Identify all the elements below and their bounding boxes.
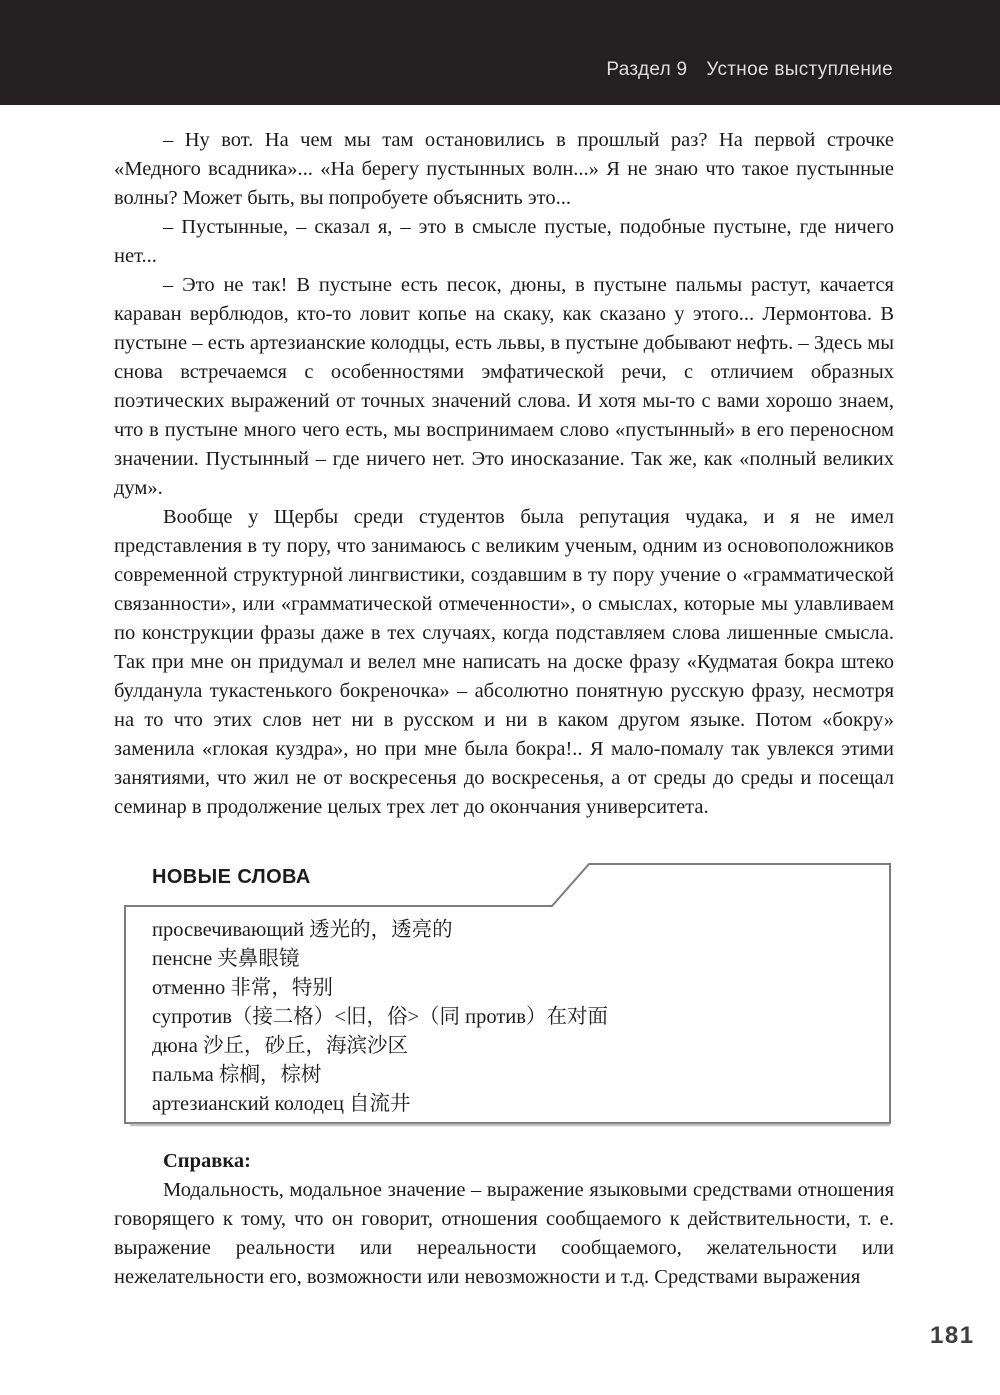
vocab-entry: артезианский колодец 自流井 <box>152 1093 411 1115</box>
main-text <box>114 126 894 822</box>
paragraph: – Пустынные, – сказал я, – это в смысле пустые, подобные пустыне, где ничего нет... <box>114 216 894 267</box>
vocab-list <box>152 916 864 1119</box>
page-number: 181 <box>930 1322 975 1349</box>
paragraph: Вообще у Щербы среди студентов была репутация чудака, и я не имел представления в ту пору, что занимаюсь с великим ученым, одним из основоположников современной структурной лингвистики, создавшим в ту пору учение о «грамматической связанности», или «грамматической отмеченности», о смыслах, которые мы улавливаем по конструкции фразы даже в тех случаях, когда подставляем слова лишенные смысла. Так при мне он придумал и велел мне написать на доске фразу «Кудматая бокра штеко булданула тукастенького бокреночка» – абсолютно понятную русскую фразу, несмотря на то что этих слов нет ни в русском и ни в каком другом языке. Потом «бокру» заменила «глокая куздра», но при мне была бокра!.. Я мало-помалу так увлекся этими занятиями, что жил не от воскресенья до воскресенья, а от среды до среды и посещал семинар в продолжение целых трех лет до окончания университета. <box>114 506 894 818</box>
reference-text: Модальность, модальное значение – выражение языковыми средствами отношения говорящего к тому, что он говорит, отношения сообщаемого к действительности, т. е. выражение реальности или нереальности сообщаемого, желательности или нежелательности его, возможности или невозможности и т.д. Средствами выражения <box>114 1179 894 1288</box>
vocab-entry: пенсне 夹鼻眼镜 <box>152 948 300 970</box>
vocab-entry: отменно 非常，特别 <box>152 977 333 999</box>
vocab-entry: просвечивающий 透光的，透亮的 <box>152 919 453 941</box>
chapter-header-bar <box>0 0 1000 105</box>
chapter-header <box>606 59 893 81</box>
vocab-section-heading: НОВЫЕ СЛОВА <box>152 866 311 888</box>
chapter-section-label: Раздел 9 <box>606 59 688 80</box>
vocab-entry: дюна 沙丘，砂丘，海滨沙区 <box>152 1035 408 1057</box>
vocab-entry: супротив（接二格）<旧，俗>（同 против）在对面 <box>152 1006 608 1028</box>
reference-label: Справка: <box>163 1150 251 1172</box>
paragraph: – Это не так! В пустыне есть песок, дюны, в пустыне пальмы растут, качается караван верблюдов, кто-то ловит копье на скаку, как сказано у этого... Лермонтова. В пустыне – есть артезианские колодцы, есть львы, в пустыне добывают нефть. – Здесь мы снова встречаемся с особенностями эмфатической речи, с отличием образных поэтических выражений от точных значений слова. И хотя мы-то с вами хорошо знаем, что в пустыне много чего есть, мы воспринимаем слово «пустынный» в его переносном значении. Пустынный – где ничего нет. Это иносказание. Так же, как «полный великих дум». <box>114 274 894 499</box>
reference-section <box>114 1147 894 1292</box>
vocab-entry: пальма 棕榈，棕树 <box>152 1064 322 1086</box>
chapter-title: Устное выступление <box>706 59 893 80</box>
paragraph: – Ну вот. На чем мы там остановились в прошлый раз? На первой строчке «Медного всадника»... «На берегу пустынных волн...» Я не знаю что такое пустынные волны? Может быть, вы попробуете объяснить это... <box>114 129 894 209</box>
